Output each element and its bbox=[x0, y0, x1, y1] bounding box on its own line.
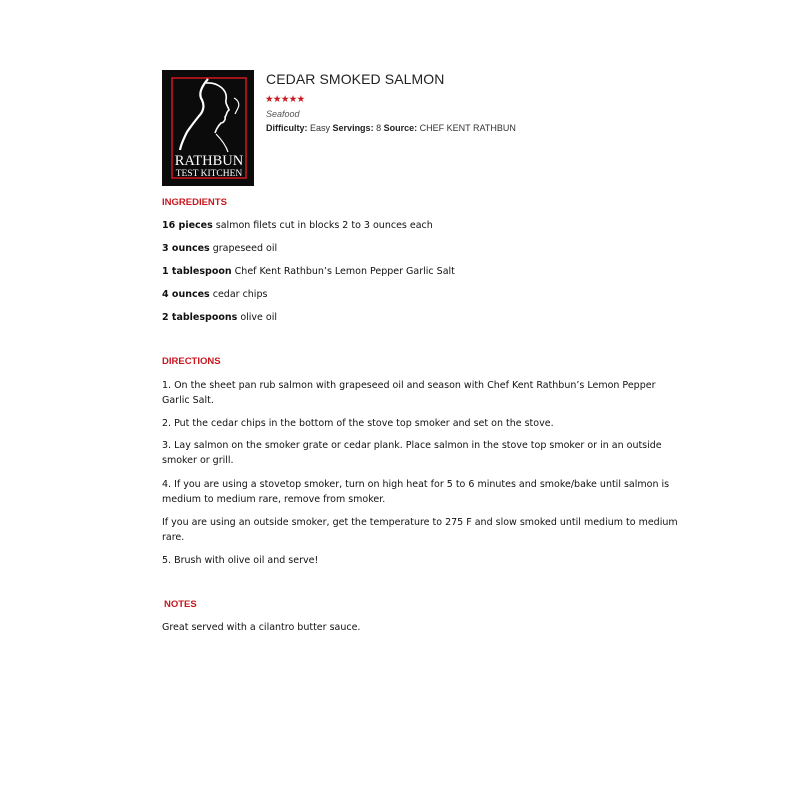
recipe-title: CEDAR SMOKED SALMON bbox=[266, 71, 445, 87]
ingredient-item bbox=[162, 220, 433, 231]
source-label: Source: bbox=[383, 123, 418, 133]
direction-step: 3. Lay salmon on the smoker grate or cedar plank. Place salmon in the stove top smoker or in an outside smoker or grill. bbox=[162, 440, 662, 466]
ingredient-text: cedar chips bbox=[209, 289, 268, 300]
ingredient-text: grapeseed oil bbox=[209, 243, 278, 254]
chef-silhouette-icon bbox=[162, 70, 254, 186]
servings-label: Servings: bbox=[332, 123, 374, 133]
notes-heading: NOTES bbox=[164, 599, 197, 610]
star-rating: ★★★★★ bbox=[265, 94, 305, 105]
ingredient-quantity: 2 tablespoons bbox=[162, 312, 238, 323]
ingredient-item bbox=[162, 312, 277, 323]
direction-step: 5. Brush with olive oil and serve! bbox=[162, 555, 319, 566]
direction-step: 1. On the sheet pan rub salmon with grapeseed oil and season with Chef Kent Rathbun’s Lemon Pepper Garlic Salt. bbox=[162, 380, 656, 406]
recipe-meta bbox=[266, 123, 516, 133]
ingredient-quantity: 4 ounces bbox=[162, 289, 210, 300]
direction-step: If you are using an outside smoker, get the temperature to 275 F and slow smoked until medium to medium rare. bbox=[162, 517, 678, 543]
servings-value: 8 bbox=[376, 123, 382, 133]
direction-step: 4. If you are using a stovetop smoker, turn on high heat for 5 to 6 minutes and smoke/bake until salmon is medium to medium rare, remove from smoker. bbox=[162, 479, 670, 505]
ingredient-quantity: 3 ounces bbox=[162, 243, 210, 254]
logo-text-rathbun: RATHBUN bbox=[174, 153, 244, 169]
logo-text-test-kitchen: TEST KITCHEN bbox=[175, 169, 243, 179]
difficulty-label: Difficulty: bbox=[266, 123, 308, 133]
difficulty-value: Easy bbox=[310, 123, 331, 133]
ingredient-text: Chef Kent Rathbun’s Lemon Pepper Garlic Salt bbox=[231, 266, 455, 277]
ingredient-item bbox=[162, 289, 267, 300]
source-value: CHEF KENT RATHBUN bbox=[419, 123, 516, 133]
ingredient-text: olive oil bbox=[237, 312, 277, 323]
direction-step: 2. Put the cedar chips in the bottom of the stove top smoker and set on the stove. bbox=[162, 418, 554, 429]
directions-heading: DIRECTIONS bbox=[162, 356, 221, 367]
ingredient-text: salmon filets cut in blocks 2 to 3 ounces each bbox=[212, 220, 433, 231]
ingredients-heading: INGREDIENTS bbox=[162, 197, 227, 208]
ingredient-quantity: 16 pieces bbox=[162, 220, 213, 231]
notes-text: Great served with a cilantro butter sauce. bbox=[162, 622, 361, 633]
recipe-category: Seafood bbox=[266, 109, 300, 119]
ingredient-quantity: 1 tablespoon bbox=[162, 266, 232, 277]
ingredient-item bbox=[162, 266, 455, 277]
rathbun-test-kitchen-logo bbox=[162, 70, 254, 186]
ingredient-item bbox=[162, 243, 277, 254]
